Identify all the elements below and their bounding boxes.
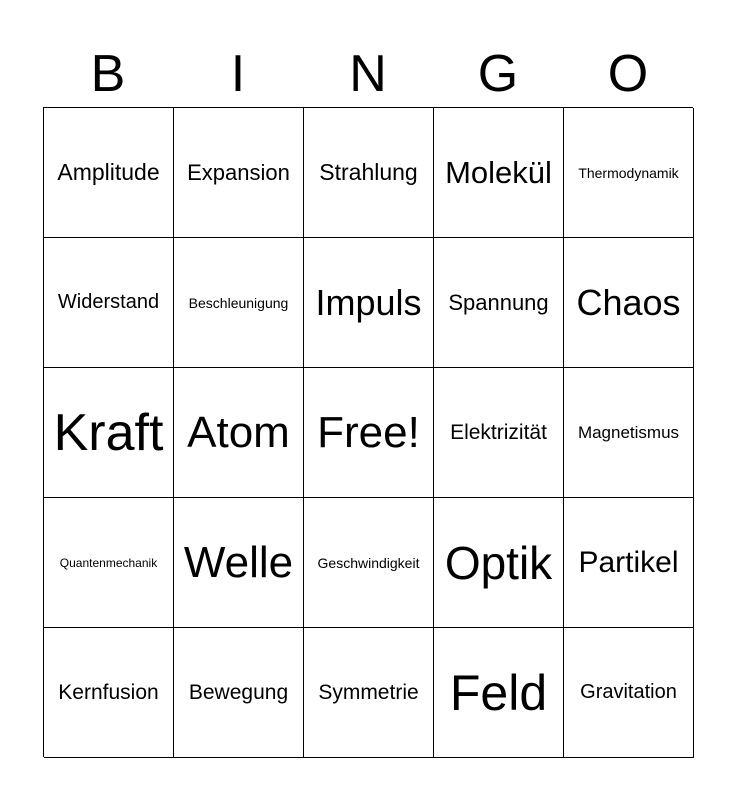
bingo-cell: Bewegung xyxy=(174,628,304,758)
bingo-cell: Widerstand xyxy=(44,238,174,368)
bingo-cell: Kraft xyxy=(44,368,174,498)
bingo-cell: Molekül xyxy=(434,108,564,238)
bingo-cell: Kernfusion xyxy=(44,628,174,758)
bingo-cell: Gravitation xyxy=(564,628,694,758)
bingo-cell: Beschleunigung xyxy=(174,238,304,368)
bingo-cell: Quantenmechanik xyxy=(44,498,174,628)
header-letter-g: G xyxy=(477,45,519,103)
bingo-cell: Atom xyxy=(174,368,304,498)
header-letter-o: O xyxy=(607,45,649,103)
bingo-header xyxy=(43,40,693,108)
bingo-cell: Symmetrie xyxy=(304,628,434,758)
bingo-cell: Elektrizität xyxy=(434,368,564,498)
header-letter-n: N xyxy=(349,45,387,103)
bingo-cell: Geschwindigkeit xyxy=(304,498,434,628)
bingo-board xyxy=(43,107,693,757)
bingo-cell: Spannung xyxy=(434,238,564,368)
bingo-cell: Free! xyxy=(304,368,434,498)
header-letter-b: B xyxy=(90,45,126,103)
bingo-cell: Optik xyxy=(434,498,564,628)
bingo-cell: Amplitude xyxy=(44,108,174,238)
bingo-cell: Impuls xyxy=(304,238,434,368)
header-letter-i: I xyxy=(230,45,246,103)
bingo-cell: Chaos xyxy=(564,238,694,368)
bingo-cell: Strahlung xyxy=(304,108,434,238)
bingo-cell: Magnetismus xyxy=(564,368,694,498)
bingo-cell: Thermodynamik xyxy=(564,108,694,238)
bingo-cell: Expansion xyxy=(174,108,304,238)
bingo-cell: Welle xyxy=(174,498,304,628)
bingo-cell: Feld xyxy=(434,628,564,758)
bingo-cell: Partikel xyxy=(564,498,694,628)
